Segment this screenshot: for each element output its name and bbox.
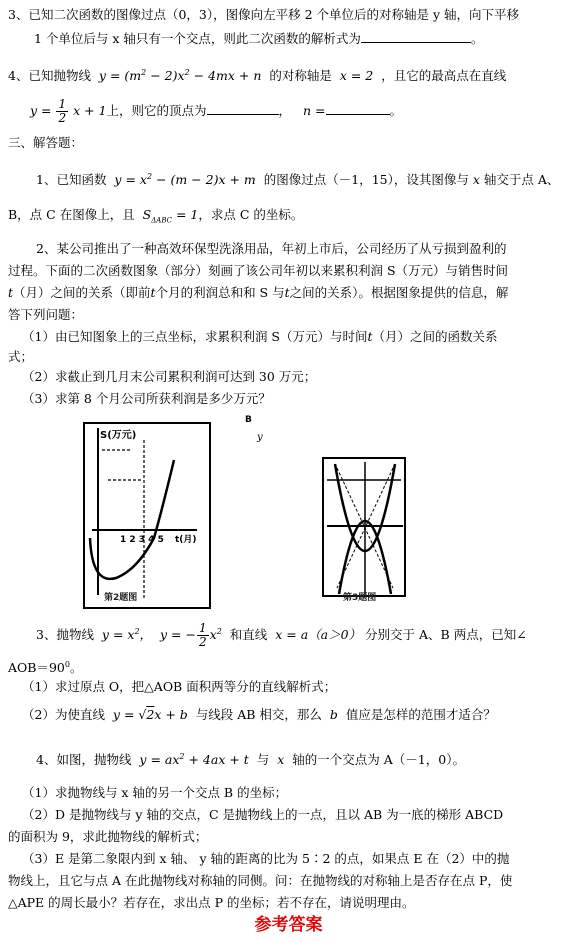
figure-profit-graph — [82, 420, 212, 610]
problem2-line2: 过程。下面的二次函数图象（部分）刻画了该公司年初以来累积利润 S（万元）与销售时间 — [8, 263, 509, 278]
problem4-c: 轴的一个交点为 A（－1，0）。 — [292, 752, 465, 768]
problem4-sub3b: 物线上，且它与点 A 在此抛物线对称轴的同侧。问：在抛物线的对称轴上是否存在点 P，使 — [8, 873, 513, 888]
problem4-sub2b: 的面积为 9，求此抛物线的解析式； — [8, 829, 208, 844]
problem2-line4: 答下列问题： — [8, 307, 84, 322]
problem3-angle-end: 。 — [69, 660, 83, 676]
problem4-sub3c: △APE 的周长最小？若存在，求出点 P 的坐标；若不存在，请说明理由。 — [8, 895, 415, 910]
problem2-line3b: 个月的利润总和和 S 与 — [155, 285, 285, 300]
problem2-sub1b: （月）之间的函数关系 — [372, 329, 498, 344]
figure-frame — [84, 423, 210, 608]
profit-curve — [90, 460, 174, 579]
x-axis-label: t(月) — [175, 535, 197, 545]
formula-parabola1: $y = x^2$， — [97, 626, 153, 642]
problem4-sub2a: （2）D 是抛物线与 y 轴的交点，C 是抛物线上的一点，且以 AB 为一底的梯形 ABCD — [22, 807, 504, 822]
problem2-sub1: （1）由已知图象上的三点坐标，求累积利润 S（万元）与时间t（月）之间的函数关系 — [22, 329, 498, 344]
problem1-line1: 1、已知函数 $y = x^2 - (m - 2)x + m$ 的图像过点（－1，15），设其图像与 x 轴交于点 A、 — [36, 172, 560, 188]
answer-blank[interactable] — [326, 102, 390, 115]
formula-sqrt-line: y = √2x + b — [108, 707, 192, 722]
problem3-b: 和直线 — [229, 627, 268, 642]
problem3-sub1: （1）求过原点 O，把△AOB 面积两等分的直线解析式； — [22, 679, 337, 694]
problem4-b: 与 — [256, 752, 270, 768]
formula-area: $S_{\Delta ABC} = 1$ — [138, 207, 199, 225]
problem2-sub3: （3）求第 8 个月公司所获利润是多少万元？ — [22, 391, 271, 406]
formula-function: $y = x^2 - (m - 2)x + m$ — [110, 172, 260, 188]
dashed-guide — [102, 450, 142, 480]
problem3-c: 分别交于 A、B 两点，已知∠ — [365, 627, 527, 642]
problem4-sub3a: （3）E 是第二象限内到 x 轴、 y 轴的距离的比为 5∶2 的点，如果点 E 在（2）中的抛 — [22, 851, 510, 866]
formula-parabola: $y = (m^2 - 2)x^2 - 4mx + n$ — [94, 68, 266, 84]
figure-caption: 第2题图 — [104, 593, 138, 603]
problem3-sub2c: 值应是怎样的范围才适合？ — [345, 707, 496, 722]
problem3-sub2: （2）为使直线 y = √2x + b 与线段 AB 相交，那么 b 值应是怎样的范围才适合？ — [22, 707, 496, 722]
problem1-b: 的图像过点（－1，15），设其图像与 — [263, 172, 469, 188]
figure2-top-mark: B — [245, 415, 252, 425]
variable-n: n = — [295, 103, 326, 118]
problem3-line1 — [36, 622, 527, 649]
problem3-sub2a: （2）为使直线 — [22, 707, 105, 722]
problem4-a: 4、如图，抛物线 — [36, 752, 132, 768]
answer-blank[interactable] — [361, 30, 471, 43]
problem1-a: 1、已知函数 — [36, 172, 107, 188]
figure2-axis-label: y — [257, 432, 263, 443]
q-fill3-end: 。 — [470, 31, 484, 46]
y-axis-label: S(万元) — [100, 430, 137, 441]
problem3-a: 3、抛物线 — [36, 627, 94, 642]
problem1-c: 轴交于点 A、 — [483, 172, 560, 188]
tick-labels: 1 2 3 4 5 — [120, 535, 164, 545]
q-fill4-c: ，且它的最高点在直线 — [381, 68, 507, 84]
problem2-line3: t（月）之间的关系（即前t个月的利润总和和 S 与t之间的关系）。根据图象提供的信息，解 — [8, 285, 509, 300]
formula-axis: x = 2 — [335, 68, 378, 84]
figure2-caption: 第3题图 — [343, 593, 377, 603]
q-fill4-b: 的对称轴是 — [269, 68, 332, 84]
answer-heading: 参考答案 — [254, 915, 323, 935]
q-fill3-text: 1 个单位后与 x 轴只有一个交点，则此二次函数的解析式为 — [34, 31, 361, 46]
q-fill4-line2 — [30, 98, 402, 125]
figure-parabolas — [235, 408, 425, 608]
answer-blank[interactable] — [207, 102, 279, 115]
problem4-sub1: （1）求抛物线与 x 轴的另一个交点 B 的坐标； — [22, 785, 288, 800]
problem1-line2b: ，求点 C 的坐标。 — [198, 207, 304, 222]
problem3-angle-sup: 0 — [64, 660, 70, 669]
problem1-line2a: B，点 C 在图像上，且 — [8, 207, 135, 222]
problem2-line1: 2、某公司推出了一种高效环保型洗涤用品，年初上市后，公司经历了从亏损到盈利的 — [36, 241, 507, 256]
formula-parabola-4: $y = ax^2 + 4ax + t$ — [135, 752, 253, 768]
problem3-line2 — [8, 656, 82, 677]
problem2-line3c: 之间的关系）。根据图象提供的信息，解 — [289, 285, 509, 300]
problem2-sub2: （2）求截止到几月末公司累积利润可达到 30 万元； — [22, 369, 317, 384]
section-heading: 三、解答题： — [8, 135, 84, 150]
formula-line: y = $\frac{1}{2}$ x + 1 — [30, 97, 107, 125]
problem3-angle: AOB＝90 — [8, 660, 65, 676]
problem2-line3a: （月）之间的关系（即前 — [13, 285, 151, 300]
problem2-sub1a: （1）由已知图象上的三点坐标，求累积利润 S（万元）与时间 — [22, 329, 368, 344]
problem2-sub1-cont: 式； — [8, 349, 34, 364]
q-fill3-line2 — [34, 30, 483, 48]
q-fill4-line1 — [8, 64, 506, 85]
q-fill4-a: 4、已知抛物线 — [8, 68, 91, 84]
problem4-line1: 4、如图，抛物线 $y = ax^2 + 4ax + t$ 与 x 轴的一个交点为 A（－1，0）。 — [36, 752, 465, 768]
q-fill4-d: 上，则它的顶点为 — [106, 103, 207, 118]
problem1-line2 — [8, 206, 303, 230]
problem3-sub2b: 与线段 AB 相交，那么 — [195, 707, 322, 722]
formula-parabola2: y = − $\frac{1}{2}$ $x^2$ — [156, 621, 222, 649]
q-fill4-f: 。 — [389, 103, 403, 118]
formula-vertical-line: x = a（a＞0） — [271, 627, 362, 642]
q-fill3-line1: 3、已知二次函数的图像过点（0，3），图像向左平移 2 个单位后的对称轴是 y 轴，向下平移 — [8, 7, 520, 22]
q-fill4-e: ， — [278, 103, 292, 118]
